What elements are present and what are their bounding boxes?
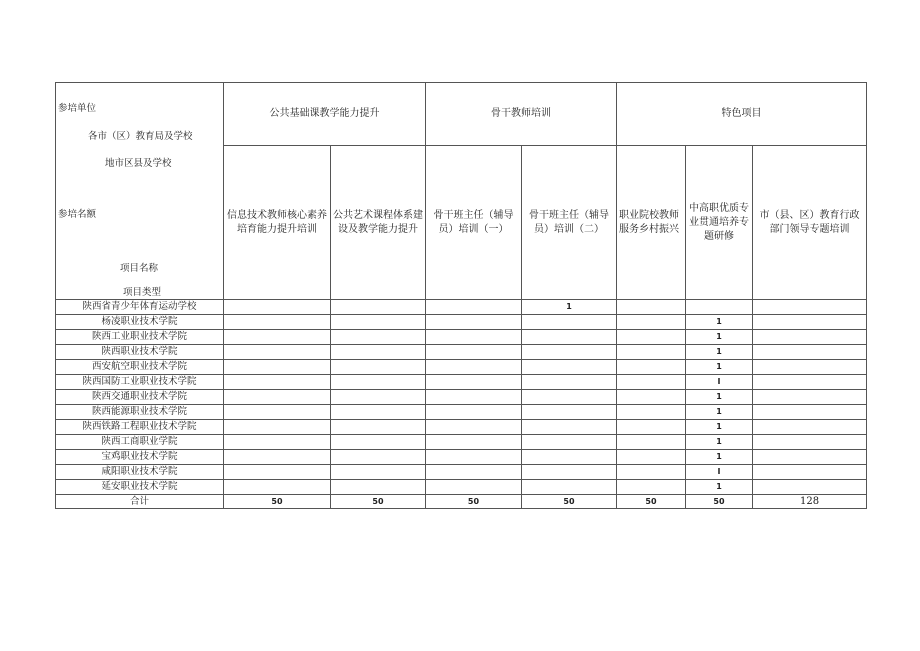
quota-cell [753,360,867,375]
quota-cell [331,315,426,330]
quota-cell [426,420,522,435]
group-header: 特色项目 [617,83,867,146]
quota-cell: 1 [686,450,753,465]
quota-cell [522,465,617,480]
quota-cell [331,330,426,345]
quota-cell [224,375,331,390]
school-name: 宝鸡职业技术学院 [56,450,224,465]
quota-cell: 1 [686,345,753,360]
school-name: 陕西工商职业学院 [56,435,224,450]
quota-cell [753,315,867,330]
quota-cell [617,300,686,315]
table-row [56,420,867,435]
table-row [56,435,867,450]
quota-cell [224,300,331,315]
quota-cell: 1 [686,315,753,330]
school-name: 陕西职业技术学院 [56,345,224,360]
column-header [753,146,867,300]
quota-cell [753,330,867,345]
quota-cell [617,480,686,495]
quota-cell [753,405,867,420]
quota-cell [331,405,426,420]
quota-cell [522,360,617,375]
quota-cell: 1 [522,300,617,315]
quota-cell [224,480,331,495]
school-name: 延安职业技术学院 [56,480,224,495]
total-cell: 50 [224,495,331,509]
quota-cell [426,405,522,420]
column-header-text: 骨干班主任（辅导员）培训（二） [529,209,609,235]
column-header [522,146,617,300]
quota-cell [753,465,867,480]
quota-cell: 1 [686,390,753,405]
city-bureau-label: 各市（区）教育局及学校 [88,131,193,142]
quota-cell [426,330,522,345]
table-row [56,300,867,315]
quota-cell [753,375,867,390]
table-row [56,465,867,480]
quota-cell [331,420,426,435]
quota-cell [617,435,686,450]
header-corner-cell [56,83,224,300]
quota-cell [753,345,867,360]
quota-cell [224,420,331,435]
district-schools-label: 地市区县及学校 [105,158,172,169]
quota-cell [224,330,331,345]
quota-cell [426,480,522,495]
school-name: 西安航空职业技术学院 [56,360,224,375]
total-cell: 50 [426,495,522,509]
participant-unit-label: 参培单位 [58,103,97,114]
quota-cell [331,450,426,465]
quota-cell [617,405,686,420]
table-row [56,345,867,360]
group-header: 公共基础课教学能力提升 [224,83,426,146]
table-row [56,390,867,405]
quota-cell: 1 [686,330,753,345]
column-header-text: 信息技术教师核心素养培育能力提升培训 [227,209,327,235]
quota-cell [686,300,753,315]
school-name: 杨凌职业技术学院 [56,315,224,330]
column-header-text: 骨干班主任（辅导员）培训（一） [433,209,514,235]
quota-cell [522,420,617,435]
quota-cell [331,480,426,495]
quota-cell [224,450,331,465]
quota-cell [753,420,867,435]
quota-cell [617,465,686,480]
quota-cell [753,435,867,450]
column-header-text: 市（县、区）教育行政部门领导专题培训 [759,209,860,235]
quota-cell [522,345,617,360]
quota-cell [753,390,867,405]
quota-cell [224,360,331,375]
school-name: 陕西能源职业技术学院 [56,405,224,420]
quota-cell [522,450,617,465]
table-row [56,480,867,495]
quota-cell [753,300,867,315]
total-row [56,495,867,509]
column-header [426,146,522,300]
quota-cell [331,390,426,405]
training-quota-table [55,82,867,509]
quota-cell: 1 [686,435,753,450]
quota-cell [224,390,331,405]
quota-cell [224,315,331,330]
quota-cell [331,465,426,480]
quota-cell: I [686,465,753,480]
quota-cell [331,345,426,360]
quota-cell [426,465,522,480]
column-header-text: 中高职优质专业贯通培养专题研修 [689,202,749,242]
quota-cell [522,435,617,450]
quota-cell [426,300,522,315]
quota-cell [224,435,331,450]
quota-cell [224,405,331,420]
quota-cell: 1 [686,420,753,435]
quota-cell [617,450,686,465]
quota-cell [522,315,617,330]
quota-cell [522,390,617,405]
quota-cell [522,405,617,420]
total-cell: 50 [522,495,617,509]
school-name: 陕西交通职业技术学院 [56,390,224,405]
quota-cell [617,420,686,435]
total-cell: 50 [617,495,686,509]
quota-cell [331,435,426,450]
total-cell: 128 [753,495,867,509]
quota-cell [617,390,686,405]
quota-cell [617,345,686,360]
column-header [686,146,753,300]
quota-cell [753,450,867,465]
quota-cell [426,390,522,405]
table-row [56,330,867,345]
quota-cell [522,375,617,390]
quota-cell [331,360,426,375]
quota-cell [617,360,686,375]
column-header [224,146,331,300]
quota-cell [522,480,617,495]
quota-cell [224,465,331,480]
quota-cell [331,300,426,315]
column-header-text: 职业院校教师服务乡村振兴 [619,209,679,235]
total-label: 合计 [56,495,224,509]
school-name: 陕西省青少年体育运动学校 [56,300,224,315]
column-header-text: 公共艺术课程体系建设及教学能力提升 [333,209,423,235]
quota-cell [426,345,522,360]
quota-cell [617,375,686,390]
quota-cell: 1 [686,405,753,420]
project-name-label: 项目名称 [120,263,159,274]
table-row [56,450,867,465]
table-row [56,375,867,390]
quota-label: 参培名额 [58,209,97,220]
quota-cell [617,330,686,345]
quota-cell [426,450,522,465]
quota-cell: I [686,375,753,390]
table-row [56,315,867,330]
school-name: 咸阳职业技术学院 [56,465,224,480]
project-type-label: 项目类型 [123,287,162,298]
quota-cell [426,360,522,375]
quota-cell: 1 [686,480,753,495]
school-name: 陕西铁路工程职业技术学院 [56,420,224,435]
quota-cell [224,345,331,360]
quota-cell: 1 [686,360,753,375]
quota-cell [426,375,522,390]
school-name: 陕西工业职业技术学院 [56,330,224,345]
quota-cell [617,315,686,330]
school-name: 陕西国防工业职业技术学院 [56,375,224,390]
quota-cell [331,375,426,390]
column-header [617,146,686,300]
total-cell: 50 [686,495,753,509]
column-header [331,146,426,300]
quota-cell [426,435,522,450]
quota-cell [426,315,522,330]
table-row [56,405,867,420]
quota-cell [522,330,617,345]
group-header: 骨干教师培训 [426,83,617,146]
quota-cell [753,480,867,495]
table-row [56,360,867,375]
total-cell: 50 [331,495,426,509]
